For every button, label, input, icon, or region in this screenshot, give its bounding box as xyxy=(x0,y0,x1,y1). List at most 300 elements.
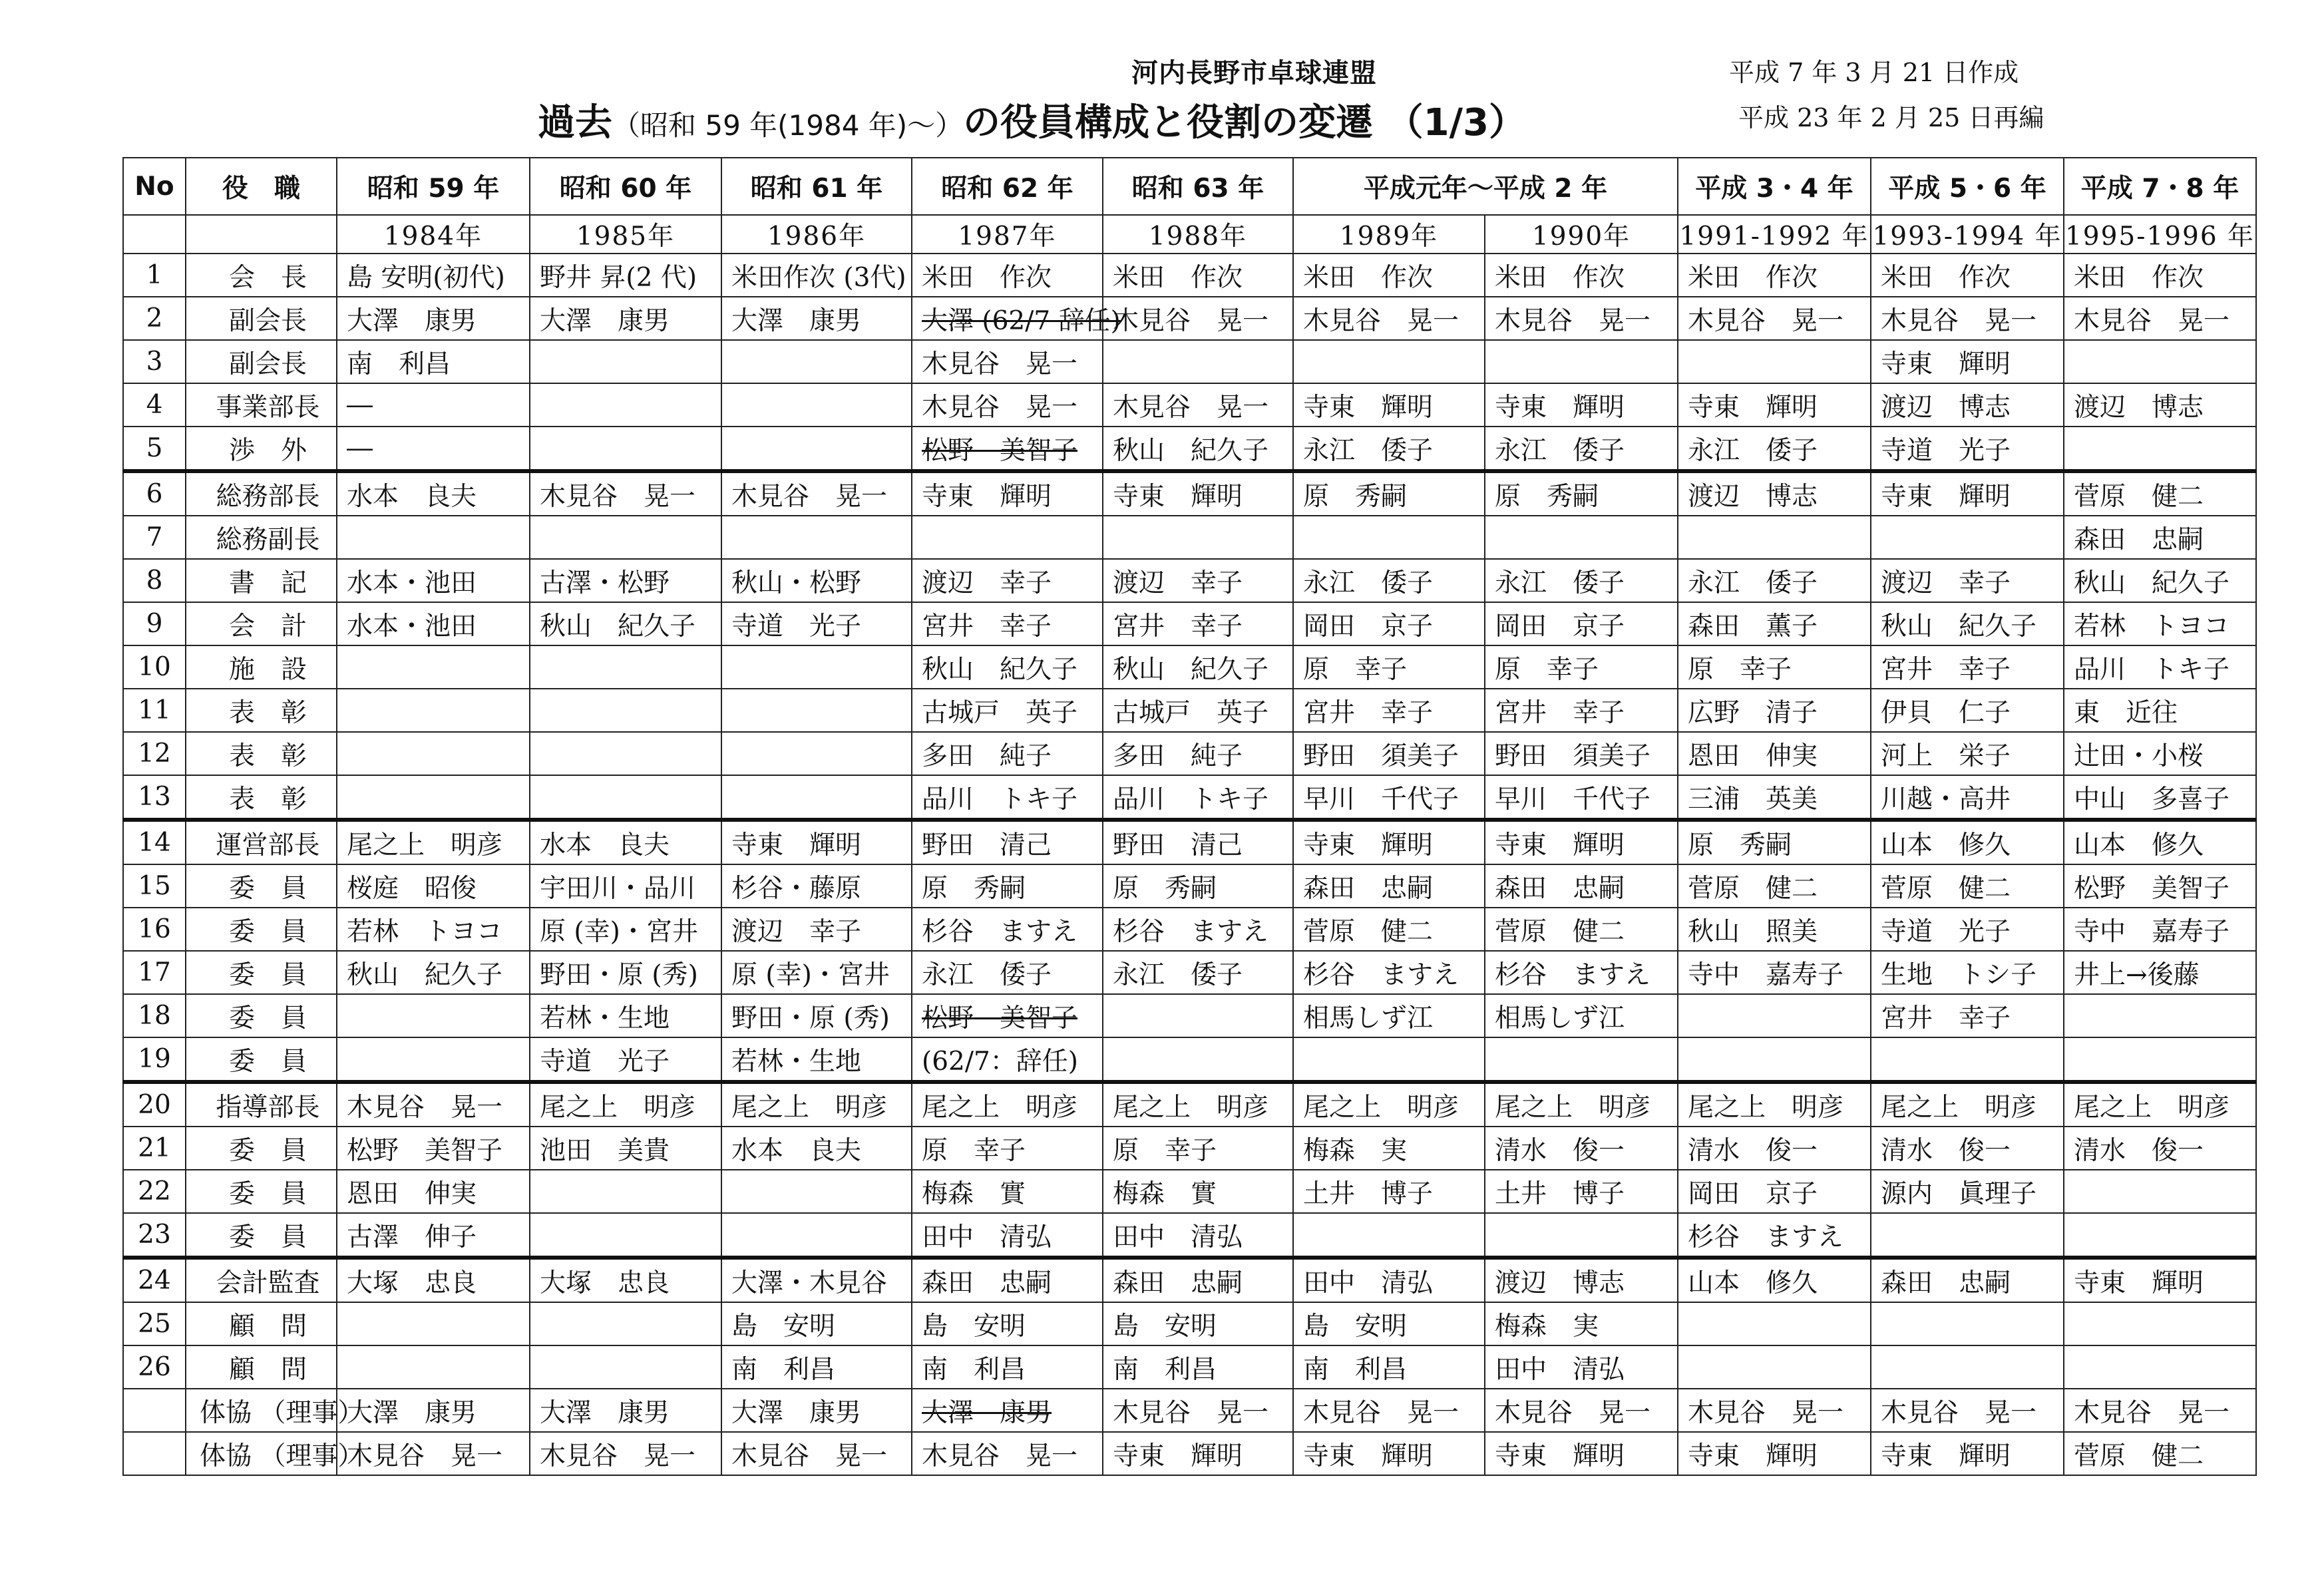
year-cell: 1993-1994 年 xyxy=(1871,215,2064,254)
col-header-period: 平成 3・4 年 xyxy=(1678,158,1871,215)
table-cell: 寺道 光子 xyxy=(1871,427,2064,471)
table-cell: 梅森 實 xyxy=(1103,1170,1293,1213)
table-cell: 渡辺 博志 xyxy=(1678,471,1871,516)
table-cell: 水本 良夫 xyxy=(721,1127,912,1170)
table-row xyxy=(123,1345,2256,1389)
table-cell: 田中 清弘 xyxy=(1485,1345,1678,1389)
col-header-period: 平成元年～平成 2 年 xyxy=(1293,158,1678,215)
table-cell: 木見谷 晃一 xyxy=(530,1432,721,1475)
row-no: 22 xyxy=(123,1170,186,1213)
table-cell: 若林 トヨコ xyxy=(2064,602,2256,645)
table-cell xyxy=(1103,516,1293,559)
table-cell xyxy=(1678,1345,1871,1389)
table-cell: 恩田 伸実 xyxy=(337,1170,530,1213)
table-cell: 秋山 紀久子 xyxy=(1103,427,1293,471)
table-cell: 原 幸子 xyxy=(912,1127,1103,1170)
table-cell: 木見谷 晃一 xyxy=(912,383,1103,427)
table-cell: 尾之上 明彦 xyxy=(1103,1082,1293,1127)
year-cell: 1995-1996 年 xyxy=(2064,215,2256,254)
table-cell: 秋山・松野 xyxy=(721,559,912,602)
year-cell: 1988年 xyxy=(1103,215,1293,254)
table-cell: 若林 トヨコ xyxy=(337,908,530,951)
row-no xyxy=(123,1432,186,1475)
table-cell xyxy=(1293,340,1485,383)
table-cell: 森田 忠嗣 xyxy=(2064,516,2256,559)
table-cell: 寺東 輝明 xyxy=(1871,471,2064,516)
table-cell: 永江 倭子 xyxy=(1293,427,1485,471)
table-row xyxy=(123,1127,2256,1170)
table-cell xyxy=(1678,1302,1871,1345)
title-paren: （昭和 59 年(1984 年)～） xyxy=(612,109,964,142)
table-cell: 原 幸子 xyxy=(1293,645,1485,689)
col-header-period: 昭和 63 年 xyxy=(1103,158,1293,215)
table-cell: 梅森 実 xyxy=(1293,1127,1485,1170)
row-no: 4 xyxy=(123,383,186,427)
table-row xyxy=(123,559,2256,602)
table-cell: 寺東 輝明 xyxy=(2064,1258,2256,1302)
table-cell: 菅原 健二 xyxy=(1485,908,1678,951)
table-cell: 野田 清己 xyxy=(1103,820,1293,864)
table-cell: 寺道 光子 xyxy=(530,1037,721,1082)
table-cell: 梅森 實 xyxy=(912,1170,1103,1213)
table-cell: (62/7：辞任) xyxy=(912,1037,1103,1082)
table-cell: 池田 美貴 xyxy=(530,1127,721,1170)
table-row xyxy=(123,254,2256,297)
row-no: 7 xyxy=(123,516,186,559)
table-cell: 秋山 紀久子 xyxy=(1871,602,2064,645)
table-cell xyxy=(2064,1037,2256,1082)
table-cell: 島 安明(初代) xyxy=(337,254,530,297)
row-role: 表 彰 xyxy=(186,732,337,775)
table-cell: 岡田 京子 xyxy=(1485,602,1678,645)
table-cell xyxy=(2064,994,2256,1037)
row-no: 10 xyxy=(123,645,186,689)
years-row xyxy=(123,215,2256,254)
table-row xyxy=(123,864,2256,908)
year-cell: 1990年 xyxy=(1485,215,1678,254)
table-cell: 木見谷 晃一 xyxy=(1871,1389,2064,1432)
row-no: 9 xyxy=(123,602,186,645)
table-cell: 渡辺 幸子 xyxy=(721,908,912,951)
table-cell: 尾之上 明彦 xyxy=(1485,1082,1678,1127)
table-cell xyxy=(1293,1037,1485,1082)
row-no: 14 xyxy=(123,820,186,864)
table-cell: 山本 修久 xyxy=(1871,820,2064,864)
table-cell: 水本・池田 xyxy=(337,559,530,602)
table-cell: 渡辺 幸子 xyxy=(1871,559,2064,602)
row-no: 6 xyxy=(123,471,186,516)
table-cell: 杉谷 ますえ xyxy=(1293,951,1485,994)
table-cell: 大塚 忠良 xyxy=(530,1258,721,1302)
table-cell xyxy=(1103,1037,1293,1082)
row-role: 副会長 xyxy=(186,340,337,383)
row-role: 委 員 xyxy=(186,1127,337,1170)
table-cell: 岡田 京子 xyxy=(1678,1170,1871,1213)
table-cell: 尾之上 明彦 xyxy=(2064,1082,2256,1127)
row-role: 表 彰 xyxy=(186,775,337,820)
table-cell: 杉谷 ますえ xyxy=(1485,951,1678,994)
table-cell: 尾之上 明彦 xyxy=(530,1082,721,1127)
table-cell: 大澤 康男 xyxy=(912,1389,1103,1432)
table-cell: 寺東 輝明 xyxy=(721,820,912,864)
table-cell: 寺東 輝明 xyxy=(1293,1432,1485,1475)
row-role: 総務副長 xyxy=(186,516,337,559)
table-cell: 大澤・木見谷 xyxy=(721,1258,912,1302)
table-cell: 伊貝 仁子 xyxy=(1871,689,2064,732)
table-cell xyxy=(530,1302,721,1345)
table-cell: 松野 美智子 xyxy=(912,427,1103,471)
table-cell: 尾之上 明彦 xyxy=(1871,1082,2064,1127)
table-cell: 野田・原 (秀) xyxy=(530,951,721,994)
table-cell: 寺東 輝明 xyxy=(1678,1432,1871,1475)
table-cell: 木見谷 晃一 xyxy=(1293,297,1485,340)
table-cell: 田中 清弘 xyxy=(912,1213,1103,1258)
table-cell: 辻田・小桜 xyxy=(2064,732,2256,775)
table-cell: 生地 トシ子 xyxy=(1871,951,2064,994)
table-cell: 多田 純子 xyxy=(912,732,1103,775)
table-cell: 早川 千代子 xyxy=(1293,775,1485,820)
table-cell: 寺東 輝明 xyxy=(1103,471,1293,516)
table-cell: 渡辺 博志 xyxy=(1871,383,2064,427)
table-row xyxy=(123,908,2256,951)
table-cell: 島 安明 xyxy=(912,1302,1103,1345)
document-title xyxy=(538,93,1526,146)
table-cell xyxy=(337,1037,530,1082)
table-cell: 大塚 忠良 xyxy=(337,1258,530,1302)
table-cell xyxy=(337,1302,530,1345)
table-cell: 野田・原 (秀) xyxy=(721,994,912,1037)
table-cell: 渡辺 幸子 xyxy=(912,559,1103,602)
table-cell: 清水 俊一 xyxy=(1485,1127,1678,1170)
table-cell xyxy=(2064,1213,2256,1258)
table-cell: 南 利昌 xyxy=(1103,1345,1293,1389)
table-cell xyxy=(1485,1037,1678,1082)
table-cell: 中山 多喜子 xyxy=(2064,775,2256,820)
table-cell: 水本 良夫 xyxy=(337,471,530,516)
table-cell: 米田 作次 xyxy=(1485,254,1678,297)
table-row xyxy=(123,1037,2256,1082)
table-cell: 多田 純子 xyxy=(1103,732,1293,775)
row-role: 指導部長 xyxy=(186,1082,337,1127)
row-role: 委 員 xyxy=(186,1037,337,1082)
row-no: 3 xyxy=(123,340,186,383)
table-cell: 岡田 京子 xyxy=(1293,602,1485,645)
table-cell: 菅原 健二 xyxy=(2064,471,2256,516)
table-cell xyxy=(1485,1213,1678,1258)
row-no: 12 xyxy=(123,732,186,775)
table-row xyxy=(123,1258,2256,1302)
table-cell: 宮井 幸子 xyxy=(1103,602,1293,645)
table-cell xyxy=(1103,994,1293,1037)
table-row xyxy=(123,297,2256,340)
table-cell: 木見谷 晃一 xyxy=(1485,297,1678,340)
table-cell xyxy=(530,645,721,689)
table-cell: 渡辺 博志 xyxy=(1485,1258,1678,1302)
table-cell: 野田 須美子 xyxy=(1485,732,1678,775)
col-header-period: 昭和 62 年 xyxy=(912,158,1103,215)
table-cell: 米田 作次 xyxy=(1871,254,2064,297)
col-header-role: 役 職 xyxy=(186,158,337,215)
table-cell: 若林・生地 xyxy=(721,1037,912,1082)
table-cell: 清水 俊一 xyxy=(2064,1127,2256,1170)
table-cell xyxy=(337,732,530,775)
table-cell: 菅原 健二 xyxy=(2064,1432,2256,1475)
table-cell: 永江 倭子 xyxy=(912,951,1103,994)
table-cell: 松野 美智子 xyxy=(337,1127,530,1170)
table-cell: 古城戸 英子 xyxy=(912,689,1103,732)
row-role: 体協 （理事） xyxy=(186,1432,337,1475)
table-cell xyxy=(2064,1170,2256,1213)
table-cell: 古城戸 英子 xyxy=(1103,689,1293,732)
row-role: 会計監査 xyxy=(186,1258,337,1302)
table-cell: 寺東 輝明 xyxy=(1871,340,2064,383)
table-cell xyxy=(1871,516,2064,559)
table-cell: 尾之上 明彦 xyxy=(912,1082,1103,1127)
row-role: 委 員 xyxy=(186,908,337,951)
table-cell xyxy=(530,516,721,559)
table-cell: 水本・池田 xyxy=(337,602,530,645)
table-cell: 南 利昌 xyxy=(1293,1345,1485,1389)
table-cell xyxy=(721,1213,912,1258)
table-cell: 清水 俊一 xyxy=(1871,1127,2064,1170)
table-cell xyxy=(721,775,912,820)
table-cell: 広野 清子 xyxy=(1678,689,1871,732)
table-cell: 古澤・松野 xyxy=(530,559,721,602)
header-row xyxy=(123,158,2256,215)
table-cell: 原 秀嗣 xyxy=(1678,820,1871,864)
table-cell xyxy=(1103,340,1293,383)
table-cell xyxy=(530,383,721,427)
table-cell: 大澤 康男 xyxy=(530,297,721,340)
table-cell: 木見谷 晃一 xyxy=(721,471,912,516)
table-cell: 木見谷 晃一 xyxy=(337,1082,530,1127)
row-role: 渉 外 xyxy=(186,427,337,471)
row-no: 5 xyxy=(123,427,186,471)
row-no: 13 xyxy=(123,775,186,820)
table-cell: 原 秀嗣 xyxy=(1293,471,1485,516)
table-cell: 原 秀嗣 xyxy=(912,864,1103,908)
table-cell xyxy=(1871,1037,2064,1082)
table-cell: 木見谷 晃一 xyxy=(337,1432,530,1475)
table-cell: 米田 作次 xyxy=(1103,254,1293,297)
row-no: 2 xyxy=(123,297,186,340)
table-cell: 木見谷 晃一 xyxy=(2064,1389,2256,1432)
table-cell: 寺東 輝明 xyxy=(1485,1432,1678,1475)
table-cell: 土井 博子 xyxy=(1293,1170,1485,1213)
table-cell: 島 安明 xyxy=(721,1302,912,1345)
row-role: 委 員 xyxy=(186,1170,337,1213)
table-cell: 原 秀嗣 xyxy=(1103,864,1293,908)
col-header-period: 平成 5・6 年 xyxy=(1871,158,2064,215)
table-cell xyxy=(721,689,912,732)
table-cell: 大澤 康男 xyxy=(337,297,530,340)
table-cell xyxy=(721,516,912,559)
row-role: 運営部長 xyxy=(186,820,337,864)
row-no: 24 xyxy=(123,1258,186,1302)
row-no: 25 xyxy=(123,1302,186,1345)
table-row xyxy=(123,1302,2256,1345)
row-role: 委 員 xyxy=(186,864,337,908)
table-cell: 杉谷・藤原 xyxy=(721,864,912,908)
table-cell: 大澤 康男 xyxy=(337,1389,530,1432)
table-cell: 南 利昌 xyxy=(721,1345,912,1389)
table-cell: 大澤 康男 xyxy=(530,1389,721,1432)
table-cell: 相馬しず江 xyxy=(1485,994,1678,1037)
col-header-period: 昭和 59 年 xyxy=(337,158,530,215)
table-cell: 秋山 紀久子 xyxy=(337,951,530,994)
table-cell xyxy=(530,689,721,732)
table-cell xyxy=(530,775,721,820)
col-header-period: 平成 7・8 年 xyxy=(2064,158,2256,215)
table-cell: 杉谷 ますえ xyxy=(912,908,1103,951)
table-cell xyxy=(721,645,912,689)
row-role: 顧 問 xyxy=(186,1302,337,1345)
table-cell: 寺東 輝明 xyxy=(912,471,1103,516)
table-row xyxy=(123,471,2256,516)
row-role: 副会長 xyxy=(186,297,337,340)
officers-table xyxy=(122,157,2257,1476)
table-cell: 南 利昌 xyxy=(337,340,530,383)
table-cell: 宇田川・品川 xyxy=(530,864,721,908)
row-role: 委 員 xyxy=(186,1213,337,1258)
year-cell: 1984年 xyxy=(337,215,530,254)
table-cell: 永江 倭子 xyxy=(1678,427,1871,471)
title-main-2: の役員構成と役割の変遷 （1/3） xyxy=(963,101,1527,144)
table-cell xyxy=(530,732,721,775)
table-cell xyxy=(1678,1037,1871,1082)
title-main-1: 過去 xyxy=(538,101,612,144)
table-row xyxy=(123,340,2256,383)
table-cell xyxy=(530,340,721,383)
table-cell: 恩田 伸実 xyxy=(1678,732,1871,775)
table-row xyxy=(123,383,2256,427)
table-cell: 木見谷 晃一 xyxy=(912,1432,1103,1475)
table-cell: 品川 トキ子 xyxy=(2064,645,2256,689)
table-cell: 木見谷 晃一 xyxy=(1103,383,1293,427)
table-row xyxy=(123,994,2256,1037)
table-cell: 永江 倭子 xyxy=(1485,559,1678,602)
table-cell xyxy=(1678,516,1871,559)
table-cell: 大澤 康男 xyxy=(721,1389,912,1432)
row-no: 11 xyxy=(123,689,186,732)
table-cell: 永江 倭子 xyxy=(1485,427,1678,471)
table-cell: 米田 作次 xyxy=(1293,254,1485,297)
row-role: 顧 問 xyxy=(186,1345,337,1389)
table-cell: ― xyxy=(337,383,530,427)
row-no: 1 xyxy=(123,254,186,297)
year-cell: 1985年 xyxy=(530,215,721,254)
table-cell: 寺東 輝明 xyxy=(1678,383,1871,427)
table-cell: 原 (幸)・宮井 xyxy=(530,908,721,951)
row-role: 委 員 xyxy=(186,951,337,994)
table-cell: 尾之上 明彦 xyxy=(1293,1082,1485,1127)
table-cell: 原 秀嗣 xyxy=(1485,471,1678,516)
year-cell: 1987年 xyxy=(912,215,1103,254)
year-cell: 1991-1992 年 xyxy=(1678,215,1871,254)
col-header-period: 昭和 61 年 xyxy=(721,158,912,215)
table-cell: 若林・生地 xyxy=(530,994,721,1037)
table-cell: 渡辺 博志 xyxy=(2064,383,2256,427)
row-role: 書 記 xyxy=(186,559,337,602)
table-cell: 品川 トキ子 xyxy=(1103,775,1293,820)
table-cell xyxy=(721,1170,912,1213)
table-cell: 渡辺 幸子 xyxy=(1103,559,1293,602)
table-cell: 三浦 英美 xyxy=(1678,775,1871,820)
row-no: 15 xyxy=(123,864,186,908)
table-cell: 清水 俊一 xyxy=(1678,1127,1871,1170)
table-cell xyxy=(337,1345,530,1389)
row-no: 8 xyxy=(123,559,186,602)
table-cell: 木見谷 晃一 xyxy=(1485,1389,1678,1432)
table-cell: 野田 須美子 xyxy=(1293,732,1485,775)
row-role: 総務部長 xyxy=(186,471,337,516)
table-cell xyxy=(337,689,530,732)
table-cell xyxy=(1871,1302,2064,1345)
table-cell: 寺道 光子 xyxy=(721,602,912,645)
table-cell: 木見谷 晃一 xyxy=(1678,1389,1871,1432)
table-cell xyxy=(337,775,530,820)
table-cell: 秋山 照美 xyxy=(1678,908,1871,951)
table-cell xyxy=(337,516,530,559)
table-cell: ― xyxy=(337,427,530,471)
table-cell: 木見谷 晃一 xyxy=(912,340,1103,383)
table-cell xyxy=(721,732,912,775)
row-no: 26 xyxy=(123,1345,186,1389)
table-cell xyxy=(721,340,912,383)
organization-name: 河内長野市卓球連盟 xyxy=(1131,58,1377,88)
table-cell xyxy=(2064,1302,2256,1345)
table-cell xyxy=(2064,427,2256,471)
table-cell: 宮井 幸子 xyxy=(1871,645,2064,689)
row-role: 体協 （理事） xyxy=(186,1389,337,1432)
table-cell: 川越・高井 xyxy=(1871,775,2064,820)
year-cell: 1986年 xyxy=(721,215,912,254)
table-cell: 木見谷 晃一 xyxy=(721,1432,912,1475)
table-cell xyxy=(1678,340,1871,383)
table-cell: 杉谷 ますえ xyxy=(1103,908,1293,951)
row-no xyxy=(123,1389,186,1432)
table-cell xyxy=(2064,1345,2256,1389)
table-cell: 野田 清己 xyxy=(912,820,1103,864)
table-row xyxy=(123,1170,2256,1213)
table-cell: 米田 作次 xyxy=(1678,254,1871,297)
table-row xyxy=(123,951,2256,994)
table-cell: 森田 忠嗣 xyxy=(1103,1258,1293,1302)
table-row xyxy=(123,775,2256,820)
table-cell xyxy=(337,645,530,689)
table-cell: 宮井 幸子 xyxy=(912,602,1103,645)
table-cell: 野井 昇(2 代) xyxy=(530,254,721,297)
row-no: 21 xyxy=(123,1127,186,1170)
table-cell xyxy=(912,516,1103,559)
row-no: 20 xyxy=(123,1082,186,1127)
table-cell: 土井 博子 xyxy=(1485,1170,1678,1213)
table-cell: 原 幸子 xyxy=(1678,645,1871,689)
table-cell: 山本 修久 xyxy=(2064,820,2256,864)
table-cell: 島 安明 xyxy=(1293,1302,1485,1345)
year-blank xyxy=(186,215,337,254)
table-cell: 木見谷 晃一 xyxy=(530,471,721,516)
table-cell: 大澤 康男 xyxy=(721,297,912,340)
table-cell: 菅原 健二 xyxy=(1678,864,1871,908)
table-row xyxy=(123,516,2256,559)
table-cell: 寺中 嘉寿子 xyxy=(1678,951,1871,994)
table-cell: 寺道 光子 xyxy=(1871,908,2064,951)
row-no: 18 xyxy=(123,994,186,1037)
table-cell: 島 安明 xyxy=(1103,1302,1293,1345)
table-row xyxy=(123,1082,2256,1127)
col-header-period: 昭和 60 年 xyxy=(530,158,721,215)
